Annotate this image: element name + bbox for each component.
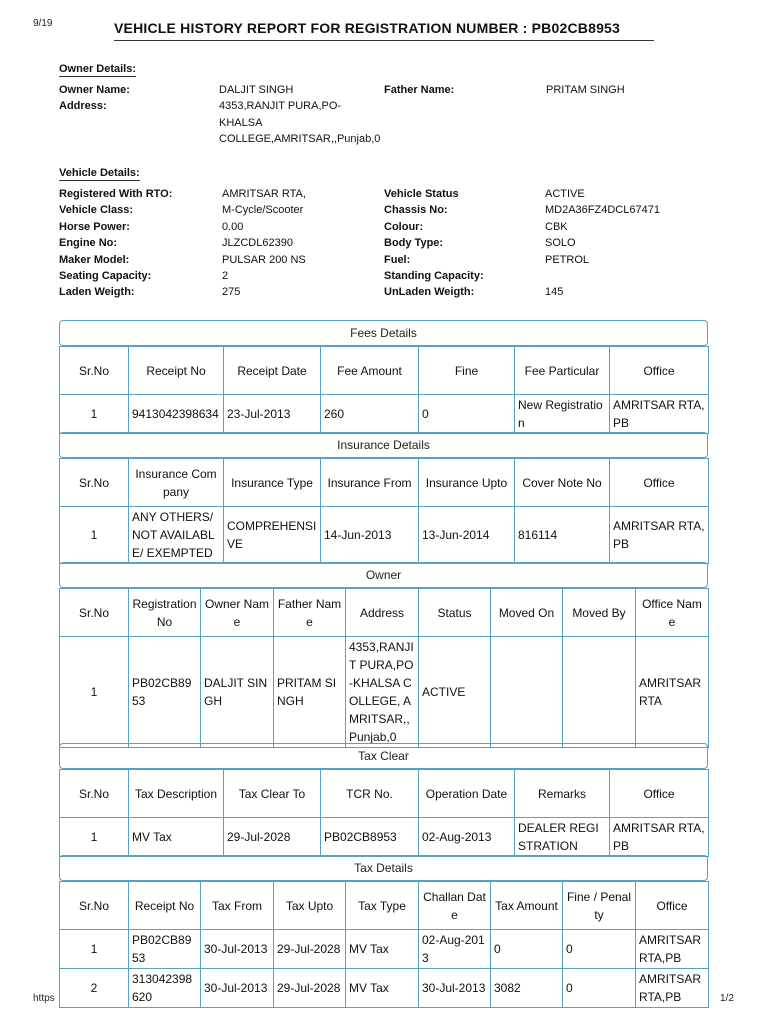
tax-details-heading: Tax Details (59, 855, 708, 881)
table-row (60, 507, 709, 564)
table-cell: 260 (321, 395, 419, 434)
column-header: Office (610, 459, 709, 507)
table-cell: 0 (419, 395, 515, 434)
column-header: Insurance From (321, 459, 419, 507)
column-header: Tax Type (346, 882, 419, 930)
vd-label: Fuel: (384, 253, 411, 266)
vd-label: UnLaden Weigth: (384, 286, 475, 299)
table-cell: PRITAM SINGH (274, 637, 346, 748)
vd-value: MD2A36FZ4DCL67471 (545, 204, 660, 217)
table-cell: AMRITSAR RTA,PB (610, 395, 709, 434)
owner-values (219, 82, 380, 148)
column-header: Office (636, 882, 709, 930)
owner-heading: Owner (59, 562, 708, 588)
table-cell: 1 (60, 637, 129, 748)
table-cell: 02-Aug-2013 (419, 818, 515, 857)
vd-value: 275 (222, 286, 241, 299)
table-cell: AMRITSAR RTA,PB (636, 969, 709, 1008)
column-header: Operation Date (419, 770, 515, 818)
column-header: Receipt Date (224, 347, 321, 395)
vd-label: Seating Capacity: (59, 269, 152, 282)
vd-value: 0.00 (222, 220, 244, 233)
fees-heading: Fees Details (59, 320, 708, 346)
vd-value: JLZCDL62390 (222, 237, 293, 250)
table-cell: MV Tax (129, 818, 224, 857)
owner-table (59, 588, 709, 748)
vehicle-left-values (222, 186, 306, 301)
column-header: Insurance Upto (419, 459, 515, 507)
vd-value (545, 268, 660, 284)
table-cell: 313042398620 (129, 969, 201, 1008)
footer-page-number: 1/2 (720, 993, 734, 1004)
table-cell: 30-Jul-2013 (201, 930, 274, 969)
table-cell: 30-Jul-2013 (419, 969, 491, 1008)
table-cell: PB02CB8953 (321, 818, 419, 857)
vd-label: Standing Capacity: (384, 269, 484, 282)
vd-value: SOLO (545, 237, 576, 250)
vd-value: 2 (222, 269, 229, 282)
vehicle-details-heading: Vehicle Details: (59, 167, 140, 179)
table-header-row (60, 347, 709, 395)
vd-label: Horse Power: (59, 220, 130, 233)
insurance-heading: Insurance Details (59, 432, 708, 458)
vd-label: Vehicle Class: (59, 204, 133, 217)
table-header-row (60, 459, 709, 507)
column-header: Tax Upto (274, 882, 346, 930)
column-header: Fee Particular (515, 347, 610, 395)
column-header: Registration No (129, 589, 201, 637)
column-header: Sr.No (60, 770, 129, 818)
column-header: Cover Note No (515, 459, 610, 507)
table-row (60, 637, 709, 748)
tax-clear-heading: Tax Clear (59, 743, 708, 769)
table-cell: 2 (60, 969, 129, 1008)
column-header: Challan Date (419, 882, 491, 930)
table-cell: 1 (60, 507, 129, 564)
vd-label: Laden Weigth: (59, 286, 135, 299)
table-cell: AMRITSAR RTA (636, 637, 709, 748)
table-row (60, 969, 709, 1008)
table-cell: 1 (60, 395, 129, 434)
column-header: Office Name (636, 589, 709, 637)
column-header: Father Name (274, 589, 346, 637)
table-cell: 1 (60, 930, 129, 969)
table-cell: 29-Jul-2028 (224, 818, 321, 857)
vehicle-right-values (545, 186, 660, 301)
vd-label: Colour: (384, 220, 424, 233)
column-header: TCR No. (321, 770, 419, 818)
table-cell: 9413042398634 (129, 395, 224, 434)
address-label: Address: (59, 100, 107, 113)
column-header: Sr.No (60, 459, 129, 507)
fees-section (59, 320, 708, 434)
column-header: Insurance Company (129, 459, 224, 507)
table-cell (563, 637, 636, 748)
table-cell: 1 (60, 818, 129, 857)
table-cell: AMRITSAR RTA,PB (610, 507, 709, 564)
table-cell: MV Tax (346, 930, 419, 969)
table-header-row (60, 589, 709, 637)
father-value-col (546, 82, 625, 98)
report-title: VEHICLE HISTORY REPORT FOR REGISTRATION NUMBER : PB02CB8953 (114, 20, 654, 41)
column-header: Receipt No (129, 347, 224, 395)
address-line-1: 4353,RANJIT PURA,PO- (219, 100, 342, 113)
table-header-row (60, 770, 709, 818)
column-header: Sr.No (60, 347, 129, 395)
address-line-3: COLLEGE,AMRITSAR,,Punjab,0 (219, 133, 381, 146)
column-header: Office (610, 770, 709, 818)
column-header: Owner Name (201, 589, 274, 637)
table-cell: New Registration (515, 395, 610, 434)
table-cell: COMPREHENSIVE (224, 507, 321, 564)
table-cell: AMRITSAR RTA,PB (636, 930, 709, 969)
tax-details-table (59, 881, 709, 1008)
tax-clear-section (59, 743, 708, 857)
column-header: Address (346, 589, 419, 637)
tax-clear-table (59, 769, 709, 857)
vd-value: M-Cycle/Scooter (222, 204, 304, 217)
column-header: Fee Amount (321, 347, 419, 395)
column-header: Insurance Type (224, 459, 321, 507)
column-header: Remarks (515, 770, 610, 818)
column-header: Tax Clear To (224, 770, 321, 818)
table-cell: DALJIT SINGH (201, 637, 274, 748)
table-cell: 29-Jul-2028 (274, 969, 346, 1008)
column-header: Fine (419, 347, 515, 395)
owner-name-value: DALJIT SINGH (219, 84, 294, 96)
owner-name-label: Owner Name: (59, 84, 130, 96)
table-cell: 3082 (491, 969, 563, 1008)
address-line-2: KHALSA (219, 116, 263, 129)
table-row (60, 395, 709, 434)
vd-label: Body Type: (384, 237, 444, 250)
table-cell: 23-Jul-2013 (224, 395, 321, 434)
table-cell: 0 (563, 969, 636, 1008)
father-name-label: Father Name: (384, 84, 455, 96)
table-cell: 02-Aug-2013 (419, 930, 491, 969)
vd-value: AMRITSAR RTA, (222, 188, 306, 200)
owner-labels (59, 82, 130, 115)
vd-label: Maker Model: (59, 253, 130, 266)
table-cell: PB02CB8953 (129, 637, 201, 748)
table-cell: 29-Jul-2028 (274, 930, 346, 969)
vehicle-right-labels (384, 186, 484, 301)
vd-label: Chassis No: (384, 204, 448, 217)
vd-label: Engine No: (59, 237, 118, 250)
table-cell (491, 637, 563, 748)
vd-value: CBK (545, 220, 568, 233)
table-row (60, 930, 709, 969)
tax-details-section (59, 855, 708, 1008)
table-cell: 0 (491, 930, 563, 969)
vd-label: Vehicle Status (384, 188, 459, 200)
footer-url-fragment: https (33, 993, 55, 1004)
table-cell: MV Tax (346, 969, 419, 1008)
vehicle-left-labels (59, 186, 172, 301)
table-cell: 4353,RANJIT PURA,PO-KHALSA COLLEGE, AMRITSAR,,Punjab,0 (346, 637, 419, 748)
column-header: Sr.No (60, 882, 129, 930)
table-cell: ANY OTHERS/ NOT AVAILABLE/ EXEMPTED (129, 507, 224, 564)
table-cell: AMRITSAR RTA,PB (610, 818, 709, 857)
vd-value: PULSAR 200 NS (222, 253, 306, 266)
owner-details-heading: Owner Details: (59, 63, 137, 75)
column-header: Tax From (201, 882, 274, 930)
fees-table (59, 346, 709, 434)
column-header: Tax Description (129, 770, 224, 818)
table-cell: ACTIVE (419, 637, 491, 748)
column-header: Moved On (491, 589, 563, 637)
column-header: Receipt No (129, 882, 201, 930)
column-header: Moved By (563, 589, 636, 637)
column-header: Office (610, 347, 709, 395)
table-cell: 30-Jul-2013 (201, 969, 274, 1008)
table-cell: 0 (563, 930, 636, 969)
insurance-section (59, 432, 708, 564)
table-cell: 816114 (515, 507, 610, 564)
column-header: Sr.No (60, 589, 129, 637)
page-counter: 9/19 (33, 18, 53, 29)
table-cell: DEALER REGISTRATION (515, 818, 610, 857)
insurance-table (59, 458, 709, 564)
father-label-col (384, 82, 454, 98)
father-name-value: PRITAM SINGH (546, 84, 625, 96)
vd-value: PETROL (545, 253, 590, 266)
column-header: Fine / Penalty (563, 882, 636, 930)
vd-label: Registered With RTO: (59, 188, 173, 200)
vd-value: 145 (545, 286, 564, 299)
owner-section (59, 562, 708, 748)
table-cell: 13-Jun-2014 (419, 507, 515, 564)
table-cell: 14-Jun-2013 (321, 507, 419, 564)
column-header: Status (419, 589, 491, 637)
table-header-row (60, 882, 709, 930)
table-row (60, 818, 709, 857)
column-header: Tax Amount (491, 882, 563, 930)
vd-value: ACTIVE (545, 188, 585, 200)
table-cell: PB02CB8953 (129, 930, 201, 969)
